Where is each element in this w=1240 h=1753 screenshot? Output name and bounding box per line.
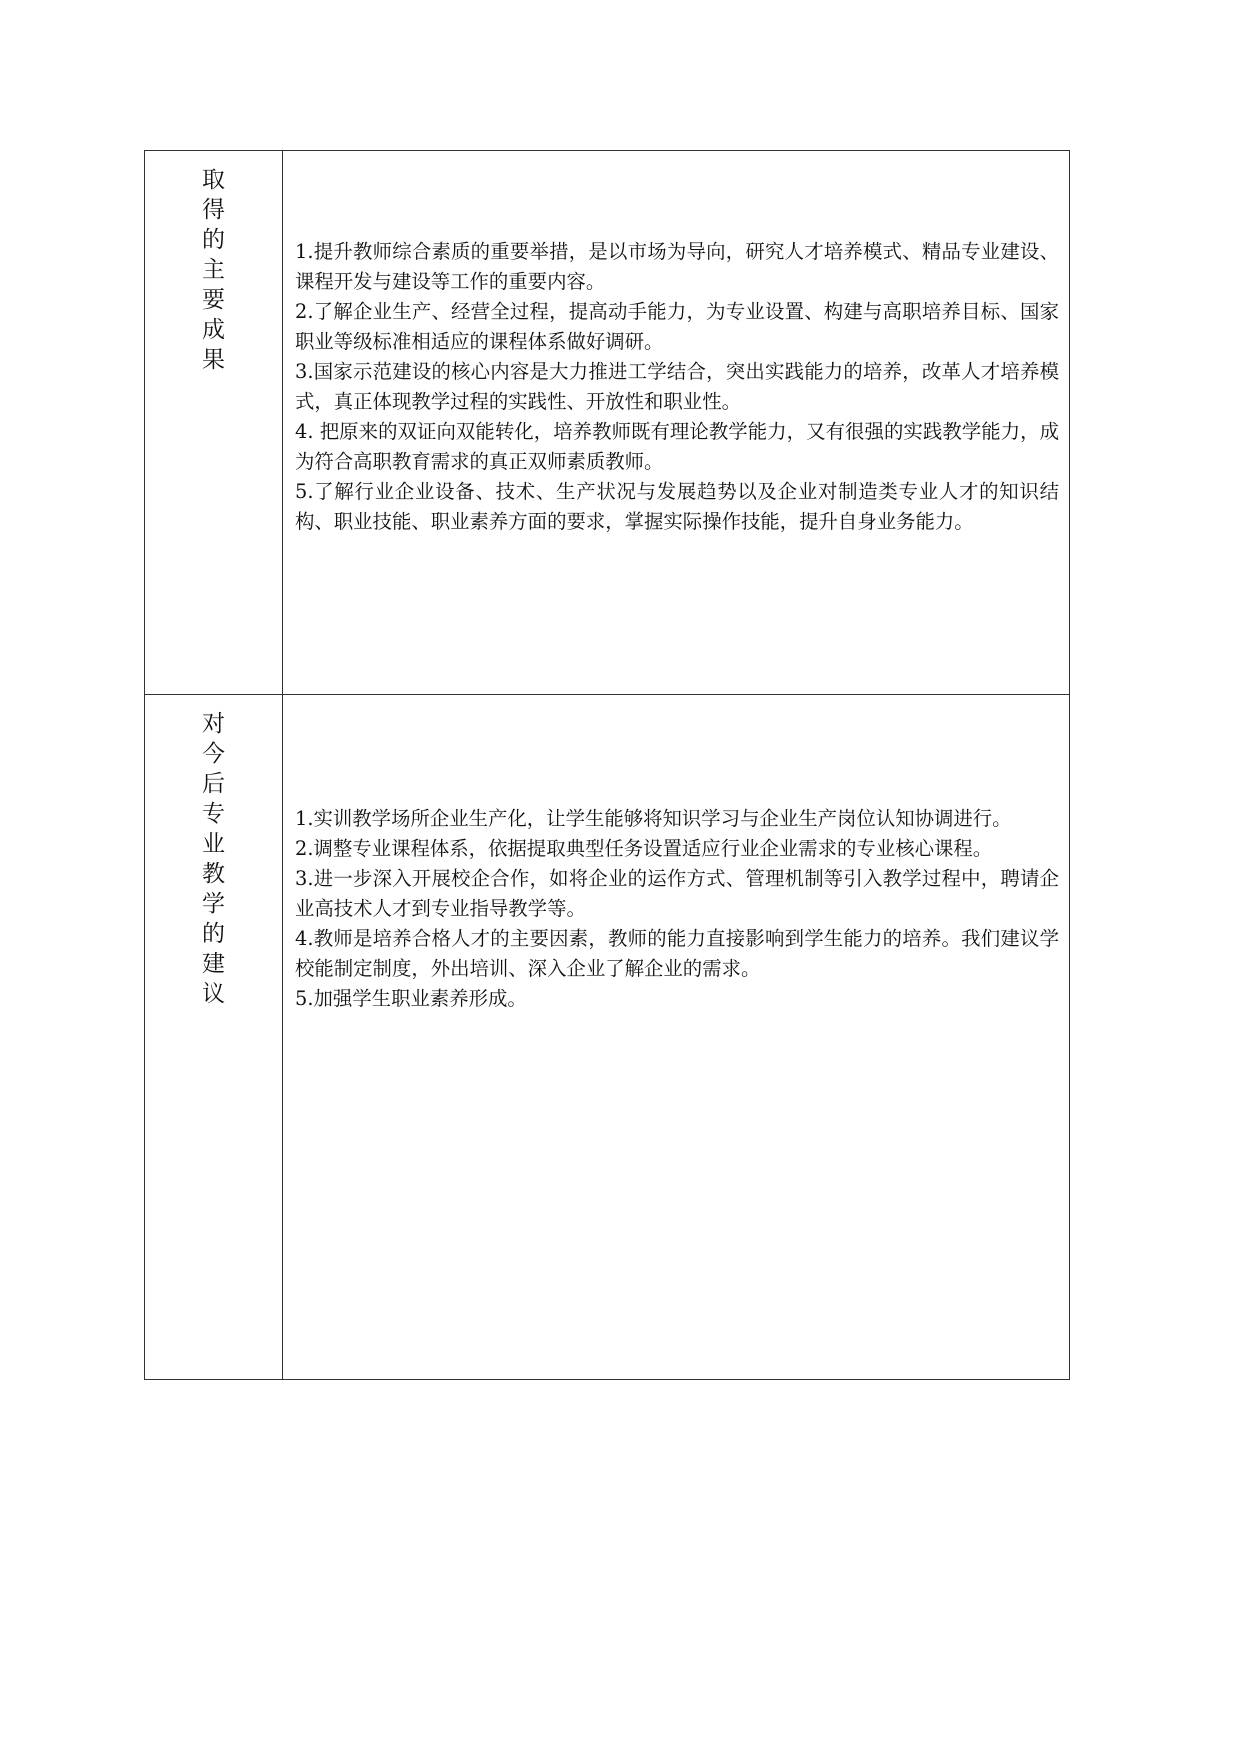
report-table xyxy=(144,150,1070,1380)
achievements-label-cell xyxy=(145,151,283,695)
suggestion-item: 1.实训教学场所企业生产化，让学生能够将知识学习与企业生产岗位认知协调进行。 xyxy=(295,807,1012,830)
achievement-item: 3.国家示范建设的核心内容是大力推进工学结合，突出实践能力的培养，改革人才培养模式，真正体现教学过程的实践性、开放性和职业性。 xyxy=(295,360,1059,413)
achievement-item: 1.提升教师综合素质的重要举措，是以市场为导向，研究人才培养模式、精品专业建设、课程开发与建设等工作的重要内容。 xyxy=(295,240,1059,293)
suggestions-list xyxy=(295,695,1059,1014)
achievements-label: 取得的主要成果 xyxy=(202,167,225,373)
suggestion-item: 2.调整专业课程体系，依据提取典型任务设置适应行业企业需求的专业核心课程。 xyxy=(295,837,993,860)
achievements-content-cell xyxy=(283,151,1070,695)
achievement-item: 4. 把原来的双证向双能转化，培养教师既有理论教学能力，又有很强的实践教学能力，成为符合高职教育需求的真正双师素质教师。 xyxy=(295,420,1059,473)
suggestions-label: 对今后专业教学的建议 xyxy=(202,711,225,1007)
suggestions-label-cell xyxy=(145,695,283,1380)
suggestion-item: 4.教师是培养合格人才的主要因素，教师的能力直接影响到学生能力的培养。我们建议学校能制定制度，外出培训、深入企业了解企业的需求。 xyxy=(295,927,1059,980)
suggestion-item: 3.进一步深入开展校企合作，如将企业的运作方式、管理机制等引入教学过程中，聘请企业高技术人才到专业指导教学等。 xyxy=(295,867,1059,920)
achievements-list xyxy=(295,151,1059,537)
achievements-row xyxy=(145,151,1070,695)
achievement-item: 2.了解企业生产、经营全过程，提高动手能力，为专业设置、构建与高职培养目标、国家职业等级标准相适应的课程体系做好调研。 xyxy=(295,300,1059,353)
achievement-item: 5.了解行业企业设备、技术、生产状况与发展趋势以及企业对制造类专业人才的知识结构、职业技能、职业素养方面的要求，掌握实际操作技能，提升自身业务能力。 xyxy=(295,480,1059,533)
suggestions-row xyxy=(145,695,1070,1380)
suggestion-item: 5.加强学生职业素养形成。 xyxy=(295,987,527,1010)
suggestions-content-cell xyxy=(283,695,1070,1380)
